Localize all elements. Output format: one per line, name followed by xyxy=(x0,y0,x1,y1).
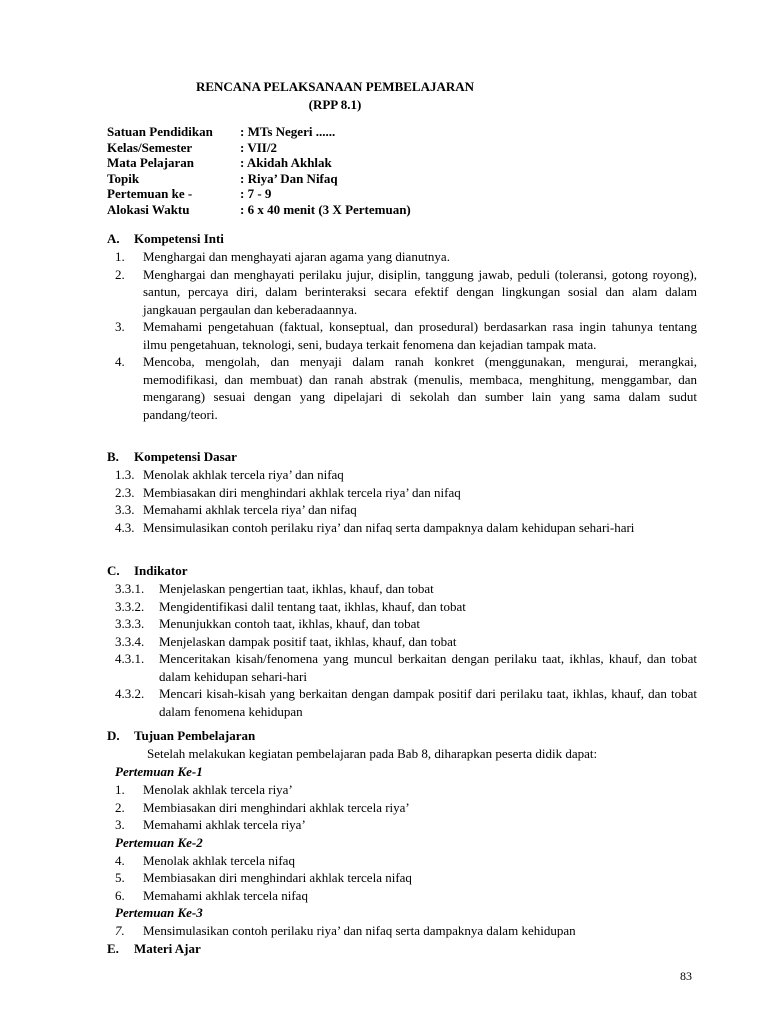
identity-row xyxy=(107,202,411,218)
list-item xyxy=(107,519,697,537)
section-heading xyxy=(107,727,697,745)
item-number: 7. xyxy=(115,923,125,938)
item-text: Menghargai dan menghayati ajaran agama yang dianutnya. xyxy=(143,249,450,264)
item-text: Membiasakan diri menghindari akhlak tercela riya’ dan nifaq xyxy=(143,484,461,500)
item-number: 1.3. xyxy=(115,467,135,482)
item-number: 4. xyxy=(115,354,125,369)
list-item xyxy=(107,501,697,519)
item-text: Memahami akhlak tercela riya’ dan nifaq xyxy=(143,502,357,517)
item-number: 3.3.3. xyxy=(115,616,145,631)
section-letter: C. xyxy=(107,563,120,578)
section-heading xyxy=(107,230,697,248)
item-text: Membiasakan diri menghindari akhlak tercela nifaq xyxy=(143,870,412,885)
item-number: 3. xyxy=(115,817,125,832)
section-letter: E. xyxy=(107,940,119,956)
document-title: RENCANA PELAKSANAAN PEMBELAJARAN xyxy=(195,79,475,94)
identity-value: : 7 - 9 xyxy=(240,186,272,201)
list-item xyxy=(107,799,697,817)
item-text: Memahami pengetahuan (faktual, konseptual, dan prosedural) berdasarkan rasa ingin tahunya tentang ilmu pengetahuan, teknologi, seni, budaya terkait fenomena dan kejadian tampak mata. xyxy=(143,319,697,352)
section-intro: Setelah melakukan kegiatan pembelajaran pada Bab 8, diharapkan peserta didik dapat: xyxy=(147,746,598,761)
identity-label: Kelas/Semester xyxy=(107,139,193,155)
item-text: Menghargai dan menghayati perilaku jujur, disiplin, tanggung jawab, peduli (toleransi, gotong royong), santun, percaya diri, dalam berinteraksi secara efektif dengan lingkungan sosial dan alam dalam jangkauan pergaulan dan keberadaannya. xyxy=(143,266,697,317)
item-text: Memahami akhlak tercela nifaq xyxy=(143,887,308,903)
list-item xyxy=(107,266,697,319)
document-subtitle: (RPP 8.1) xyxy=(308,97,362,112)
identity-value: : VII/2 xyxy=(240,139,277,155)
list-item xyxy=(107,484,697,502)
item-text: Mencari kisah-kisah yang berkaitan dengan dampak positif dari perilaku taat, ikhlas, khauf, dan tobat dalam fenomena kehidupan xyxy=(159,686,697,719)
item-number: 2.3. xyxy=(115,484,135,500)
item-number: 4.3.1. xyxy=(115,651,145,666)
item-number: 6. xyxy=(115,887,125,903)
section-heading xyxy=(107,448,697,466)
list-item xyxy=(107,816,697,834)
list-item xyxy=(107,353,697,423)
section-title: Indikator xyxy=(134,563,188,578)
identity-row xyxy=(107,140,411,156)
identity-value: : MTs Negeri ...... xyxy=(240,124,336,139)
section-kompetensi-dasar xyxy=(107,448,697,536)
identity-label: Satuan Pendidikan xyxy=(107,124,213,139)
section-indikator xyxy=(107,562,697,720)
section-heading xyxy=(107,562,697,580)
list-item xyxy=(107,598,697,616)
identity-label: Mata Pelajaran xyxy=(107,155,195,170)
item-text: Menolak akhlak tercela riya’ dan nifaq xyxy=(143,467,344,482)
item-text: Mencoba, mengolah, dan menyaji dalam ranah konkret (menggunakan, mengurai, merangkai, memodifikasi, dan membuat) dan ranah abstrak (menulis, membaca, menghitung, menggambar, dan mengarang) sesuai dengan yang dipelajari di sekolah dan sumber lain yang sama dalam sudut pandang/teori. xyxy=(143,354,697,422)
item-text: Menjelaskan pengertian taat, ikhlas, khauf, dan tobat xyxy=(159,581,434,596)
item-text: Memahami akhlak tercela riya’ xyxy=(143,817,306,832)
item-number: 2. xyxy=(115,266,125,282)
item-text: Membiasakan diri menghindari akhlak tercela riya’ xyxy=(143,799,410,815)
section-letter: A. xyxy=(107,231,120,246)
list-item xyxy=(107,781,697,799)
section-heading-materi-ajar xyxy=(107,940,697,958)
item-number: 5. xyxy=(115,870,125,885)
list-item xyxy=(107,580,697,598)
section-kompetensi-inti xyxy=(107,230,697,423)
item-text: Menunjukkan contoh taat, ikhlas, khauf, dan tobat xyxy=(159,616,421,631)
identity-label: Alokasi Waktu xyxy=(107,201,190,217)
item-number: 3.3.1. xyxy=(115,581,145,596)
item-number: 3.3.2. xyxy=(115,598,145,614)
list-item xyxy=(107,887,697,905)
item-number: 4.3.2. xyxy=(115,686,145,701)
list-item xyxy=(107,852,697,870)
list-item xyxy=(107,869,697,887)
item-text: Menceritakan kisah/fenomena yang muncul berkaitan dengan perilaku taat, ikhlas, khauf, dan tobat dalam kehidupan sehari-hari xyxy=(159,651,697,684)
list-item xyxy=(107,650,697,685)
item-number: 1. xyxy=(115,249,125,264)
item-text: Menolak akhlak tercela riya’ xyxy=(143,782,293,797)
item-text: Menolak akhlak tercela nifaq xyxy=(143,852,295,868)
section-tujuan-pembelajaran xyxy=(107,727,697,958)
list-item xyxy=(107,318,697,353)
list-item xyxy=(107,615,697,633)
list-item xyxy=(107,922,697,940)
list-item xyxy=(107,685,697,720)
item-number: 1. xyxy=(115,782,125,797)
meeting-heading: Pertemuan Ke-3 xyxy=(115,905,203,920)
identity-row xyxy=(107,155,411,171)
item-text: Mengidentifikasi dalil tentang taat, ikhlas, khauf, dan tobat xyxy=(159,598,466,614)
identity-row xyxy=(107,124,411,140)
page-number: 83 xyxy=(680,969,692,983)
meeting-heading: Pertemuan Ke-1 xyxy=(115,764,203,779)
identity-label: Pertemuan ke - xyxy=(107,186,193,201)
item-number: 4. xyxy=(115,852,125,868)
item-number: 3. xyxy=(115,319,125,334)
item-text: Mensimulasikan contoh perilaku riya’ dan nifaq serta dampaknya dalam kehidupan xyxy=(143,923,576,938)
section-title: Kompetensi Dasar xyxy=(134,449,237,464)
section-letter: B. xyxy=(107,449,119,464)
item-text: Mensimulasikan contoh perilaku riya’ dan nifaq serta dampaknya dalam kehidupan sehari-hari xyxy=(143,519,635,535)
item-text: Menjelaskan dampak positif taat, ikhlas, khauf, dan tobat xyxy=(159,633,457,649)
list-item xyxy=(107,248,697,266)
item-number: 3.3. xyxy=(115,502,135,517)
identity-value: : Riya’ Dan Nifaq xyxy=(240,170,338,186)
identity-value: : 6 x 40 menit (3 X Pertemuan) xyxy=(240,201,411,217)
section-title: Kompetensi Inti xyxy=(134,231,224,246)
meeting-heading: Pertemuan Ke-2 xyxy=(115,834,203,850)
identity-table xyxy=(107,124,411,217)
item-number: 4.3. xyxy=(115,519,135,535)
item-number: 2. xyxy=(115,799,125,815)
item-number: 3.3.4. xyxy=(115,633,145,649)
identity-value: : Akidah Akhlak xyxy=(240,155,332,170)
list-item xyxy=(107,466,697,484)
identity-row xyxy=(107,186,411,202)
section-title: Tujuan Pembelajaran xyxy=(134,728,256,743)
identity-row xyxy=(107,171,411,187)
list-item xyxy=(107,633,697,651)
identity-label: Topik xyxy=(107,170,140,186)
section-letter: D. xyxy=(107,728,120,743)
section-title: Materi Ajar xyxy=(134,940,201,956)
